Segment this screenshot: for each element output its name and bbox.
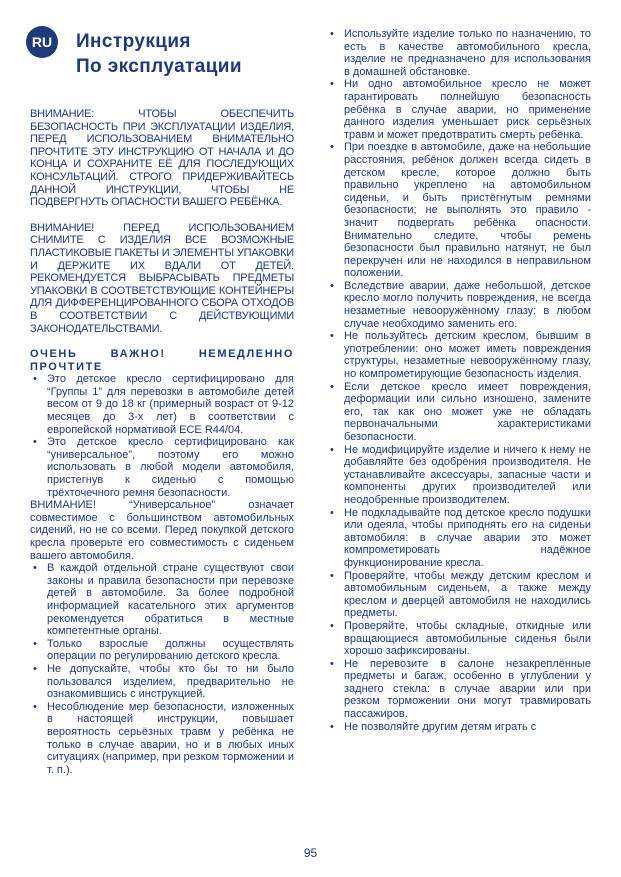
list-item: • Это детское кресло сертифицировано как “универсальное”, поэтому его можно использовать в любой модели автомобиля, пристегнув к сиденью с помощью трёхточечного ремня безопасности.: [30, 436, 294, 499]
list-item: • Ни одно автомобильное кресло не может гарантировать полнейшую безопасность ребёнка в случае аварии, но применение данного изделия уменьшает риск серьёзных травм и может предотвратить смерть ребёнка.: [327, 78, 591, 141]
right-column: [327, 28, 591, 733]
list-a: [30, 373, 294, 499]
list-item: • При поездке в автомобиле, даже на небольшие расстояния, ребёнок должен всегда сидеть в детском кресле, которое должно быть правильно укреплено на автомобильном сиденьи, и быть пристёгнутым ремнями безопасности; не выполнять это правило - значит подвергать ребёнка опасности. Внимательно следите, чтобы ремень безопасности был правильно натянут, не был перекручен или не находился в неправильном положении.: [327, 141, 591, 280]
list-item: • Не позволяйте другим детям играть с: [327, 721, 591, 734]
warning-paragraph-1: ВНИМАНИЕ: ЧТОБЫ ОБЕСПЕЧИТЬ БЕЗОПАСНОСТЬ ПРИ ЭКСПЛУАТАЦИИ ИЗДЕЛИЯ, ПЕРЕД ИСПОЛЬЗОВАНИЕМ ВНИМАТЕЛЬНО ПРОЧТИТЕ ЭТУ ИНСТРУКЦИЮ ОТ НАЧАЛА И ДО КОНЦА И СОХРАНИТЕ ЕЁ ДЛЯ ПОСЛЕДУЮЩИХ КОНСУЛЬТАЦИЙ. СТРОГО ПРИДЕРЖИВАЙТЕСЬ ДАННОЙ ИНСТРУКЦИИ, ЧТОБЫ НЕ ПОДВЕРГНУТЬ ОПАСНОСТИ ВАШЕГО РЕБЁНКА.: [30, 108, 294, 209]
list-item: • Несоблюдение мер безопасности, изложенных в настоящей инструкции, повышает вероятность серьёзных травм у ребёнка не только в случае аварии, но и в любых иных ситуациях (например, при резком торможении и т. п.).: [30, 701, 294, 777]
list-item: • Не модифицируйте изделие и ничего к нему не добавляйте без одобрения производителя. Не устанавливайте аксессуары, запасные части и компоненты других производителей или неодобренные производителем.: [327, 444, 591, 507]
list-item: • Это детское кресло сертифицировано для “Группы 1” для перевозки в автомобиле детей весом от 9 до 18 кг (примерный возраст от 9-12 месяцев до 3-х лет) в соответствии с европейской нормативой ECE R44/04.: [30, 373, 294, 436]
list-c: [327, 28, 591, 733]
list-item: • Не пользуйтесь детским креслом, бывшим в употреблении: оно может иметь повреждения структуры, незаметные невооружённому глазу, но компрометирующие безопасность изделия.: [327, 330, 591, 380]
list-item: • Вследствие аварии, даже небольшой, детское кресло могло получить повреждения, не всегда незаметные невооружённому глазу: в любом случае необходимо заменить его.: [327, 280, 591, 330]
list-item: • Не допускайте, чтобы кто бы то ни было пользовался изделием, предварительно не ознакомившись с инструкцией.: [30, 663, 294, 701]
list-item: • Проверяйте, чтобы складные, откидные или вращающиеся автомобильные сиденья были хорошо зафиксированы.: [327, 620, 591, 658]
important-heading: ОЧЕНЬ ВАЖНО! НЕМЕДЛЕННО ПРОЧТИТЕ: [30, 348, 294, 373]
page-number: 95: [303, 846, 318, 860]
warning-paragraph-2: ВНИМАНИЕ! ПЕРЕД ИСПОЛЬЗОВАНИЕМ СНИМИТЕ С ИЗДЕЛИЯ ВСЕ ВОЗМОЖНЫЕ ПЛАСТИКОВЫЕ ПАКЕТЫ И ЭЛЕМЕНТЫ УПАКОВКИ И ДЕРЖИТЕ ИХ ВДАЛИ ОТ ДЕТЕЙ. РЕКОМЕНДУЕТСЯ ВЫБРАСЫВАТЬ ПРЕДМЕТЫ УПАКОВКИ В СООТВЕТСТВУЮЩИЕ КОНТЕЙНЕРЫ ДЛЯ ДИФФЕРЕНЦИРОВАННОГО СБОРА ОТХОДОВ В СООТВЕТСТВИИ С ДЕЙСТВУЮЩИМИ ЗАКОНОДАТЕЛЬСТВАМИ.: [30, 221, 294, 335]
left-column: [30, 108, 294, 776]
universal-note: ВНИМАНИЕ! “Универсальное” означает совместимое с большинством автомобильных сидений, но не со всеми. Перед покупкой детского кресла проверьте его совместимость с сиденьем вашего автомобиля.: [30, 499, 294, 562]
list-item: • Проверяйте, чтобы между детским креслом и автомобильным сиденьем, а также между креслом и дверцей автомобиля не находились предметы.: [327, 570, 591, 620]
list-b: [30, 562, 294, 776]
list-item: • Только взрослые должны осуществлять операции по регулированию детского кресла.: [30, 638, 294, 663]
list-item: • В каждой отдельной стране существуют свои законы и правила безопасности при перевозке детей в автомобиле. За более подробной информацией касательного этих аргументов рекомендуется обратиться в местные компетентные органы.: [30, 562, 294, 638]
list-item: • Не перевозите в салоне незакреплённые предметы и багаж, особенно в углублении у заднего стекла: в случае аварии или при резком торможении они могут травмировать пассажиров.: [327, 658, 591, 721]
list-item: • Не подкладывайте под детское кресло подушки или одеяла, чтобы приподнять его на сиденьи автомобиля: в случае аварии это может компрометировать надёжное функционирование кресла.: [327, 507, 591, 570]
title-line-1: Инструкция: [76, 31, 191, 52]
list-item: • Если детское кресло имеет повреждения, деформации или сильно изношено, замените его, так как оно может уже не обладать первоначальными характеристиками безопасности.: [327, 381, 591, 444]
language-badge: RU: [26, 26, 58, 58]
title-line-2: По эксплуатации: [76, 56, 242, 77]
list-item: • Используйте изделие только по назначению, то есть в качестве автомобильного кресла, изделие не предназначено для использования в домашней обстановке.: [327, 28, 591, 78]
page-title: [76, 29, 242, 79]
